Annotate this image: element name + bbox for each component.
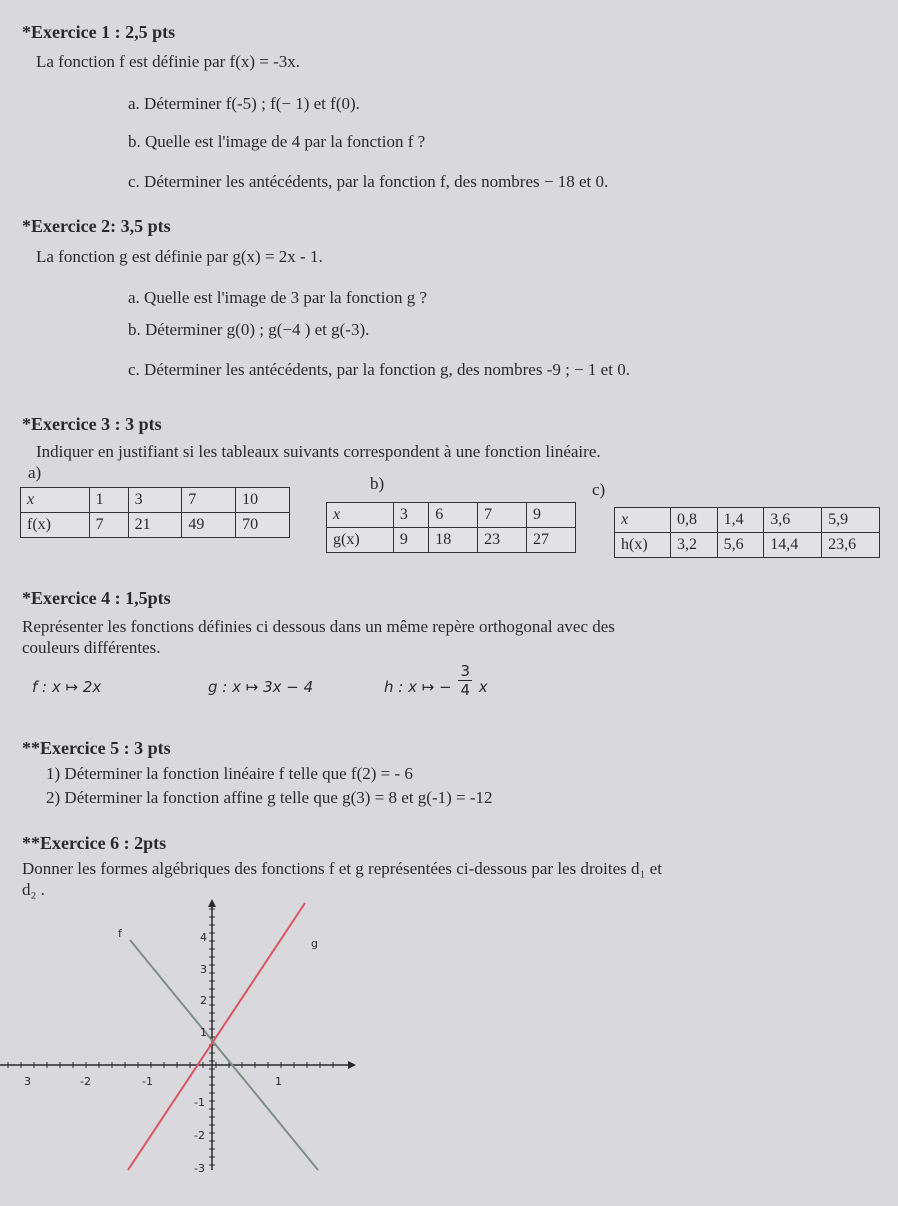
x-tick-label: 1 (275, 1075, 282, 1088)
ex1-question-b: b. Quelle est l'image de 4 par la fonction f ? (128, 132, 426, 151)
table-cell: 49 (182, 513, 236, 538)
table-cell: 27 (527, 528, 576, 553)
table-cell: 23 (478, 528, 527, 553)
table-cell: 1,4 (717, 508, 764, 533)
table-cell: 0,8 (671, 508, 718, 533)
y-tick-label: -1 (194, 1096, 205, 1109)
table-cell: 3,2 (671, 533, 718, 558)
table-row (615, 508, 880, 533)
line-f (130, 940, 318, 1170)
ex6-title: **Exercice 6 : 2pts (22, 833, 167, 853)
ex3-title: *Exercice 3 : 3 pts (22, 414, 162, 434)
ex2-title: *Exercice 2: 3,5 pts (22, 216, 171, 236)
ex4-function-h (384, 662, 488, 714)
ex1-question-c: c. Déterminer les antécédents, par la fonction f, des nombres − 18 et 0. (128, 172, 609, 191)
table-cell: 21 (128, 513, 182, 538)
ex4-line2: couleurs différentes. (22, 638, 161, 657)
table-row (327, 528, 576, 553)
ex5-title: **Exercice 5 : 3 pts (22, 738, 171, 758)
y-tick-label: 3 (200, 963, 207, 976)
table-cell: 9 (393, 528, 428, 553)
x-axis-arrow (348, 1061, 356, 1069)
ex4-line1: Représenter les fonctions définies ci dessous dans un même repère orthogonal avec des (22, 617, 615, 636)
ex2-question-b: b. Déterminer g(0) ; g(−4 ) et g(-3). (128, 320, 370, 339)
ex6-line2: d₂ . (22, 880, 45, 899)
table-cell: x (21, 488, 90, 513)
x-tick-label: -1 (142, 1075, 153, 1088)
table-cell: g(x) (327, 528, 394, 553)
table-row (21, 488, 290, 513)
y-tick-label: 2 (200, 994, 207, 1007)
table-row (327, 503, 576, 528)
table-cell: f(x) (21, 513, 90, 538)
table-cell: 5,9 (822, 508, 880, 533)
ex4-title: *Exercice 4 : 1,5pts (22, 588, 171, 608)
table-cell: 3,6 (764, 508, 822, 533)
table-row (615, 533, 880, 558)
table-cell: 10 (236, 488, 290, 513)
ex4-h-suffix: x (478, 678, 488, 696)
table-cell: x (327, 503, 394, 528)
table-cell: 18 (429, 528, 478, 553)
ex5-question-2: 2) Déterminer la fonction affine g telle que g(3) = 8 et g(-1) = -12 (46, 788, 493, 807)
ex3-label-a: a) (28, 463, 42, 482)
y-tick-label: -3 (194, 1162, 205, 1175)
table-cell: 7 (182, 488, 236, 513)
ex4-h-prefix: h : x ↦ − (384, 678, 452, 696)
x-tick-label: 3 (24, 1075, 31, 1088)
ex4-h-fraction (458, 662, 472, 699)
line-f-label: f (118, 927, 122, 940)
table-row (21, 513, 290, 538)
table-cell: 1 (89, 488, 128, 513)
ex4-function-f: f : x ↦ 2x (32, 678, 102, 696)
table-cell: x (615, 508, 671, 533)
ex6-graph (0, 895, 360, 1175)
ex2-question-a: a. Quelle est l'image de 3 par la fonction g ? (128, 288, 428, 307)
table-cell: 70 (236, 513, 290, 538)
table-cell: 7 (478, 503, 527, 528)
table-cell: h(x) (615, 533, 671, 558)
y-axis-arrow (208, 899, 216, 907)
line-g-label: g (311, 937, 318, 950)
table-cell: 5,6 (717, 533, 764, 558)
ex4-h-denominator: 4 (460, 681, 470, 699)
ex1-intro: La fonction f est définie par f(x) = -3x. (36, 52, 301, 71)
ex1-question-a: a. Déterminer f(-5) ; f(− 1) et f(0). (128, 94, 360, 113)
ex5-question-1: 1) Déterminer la fonction linéaire f telle que f(2) = - 6 (46, 764, 413, 783)
ex6-line1: Donner les formes algébriques des fonctions f et g représentées ci-dessous par les droites d₁ et (22, 859, 662, 878)
ex3-table-c (614, 507, 880, 558)
table-cell: 23,6 (822, 533, 880, 558)
table-cell: 6 (429, 503, 478, 528)
table-cell: 9 (527, 503, 576, 528)
ex3-table-a (20, 487, 290, 538)
table-cell: 14,4 (764, 533, 822, 558)
line-g (128, 903, 305, 1170)
ex2-question-c: c. Déterminer les antécédents, par la fonction g, des nombres -9 ; − 1 et 0. (128, 360, 630, 379)
ex4-h-numerator: 3 (460, 662, 470, 680)
y-tick-label: -2 (194, 1129, 205, 1142)
ex1-title: *Exercice 1 : 2,5 pts (22, 22, 176, 42)
ex2-intro: La fonction g est définie par g(x) = 2x - 1. (36, 247, 323, 266)
table-cell: 3 (128, 488, 182, 513)
table-cell: 3 (393, 503, 428, 528)
y-tick-label: 1 (200, 1026, 207, 1039)
y-tick-label: 4 (200, 931, 207, 944)
table-cell: 7 (89, 513, 128, 538)
ex4-function-g: g : x ↦ 3x − 4 (208, 678, 314, 696)
ex3-label-c: c) (592, 480, 606, 499)
ex3-label-b: b) (370, 474, 385, 493)
ex3-intro: Indiquer en justifiant si les tableaux suivants correspondent à une fonction linéaire. (36, 442, 601, 461)
x-tick-label: -2 (80, 1075, 91, 1088)
ex3-table-b (326, 502, 576, 553)
